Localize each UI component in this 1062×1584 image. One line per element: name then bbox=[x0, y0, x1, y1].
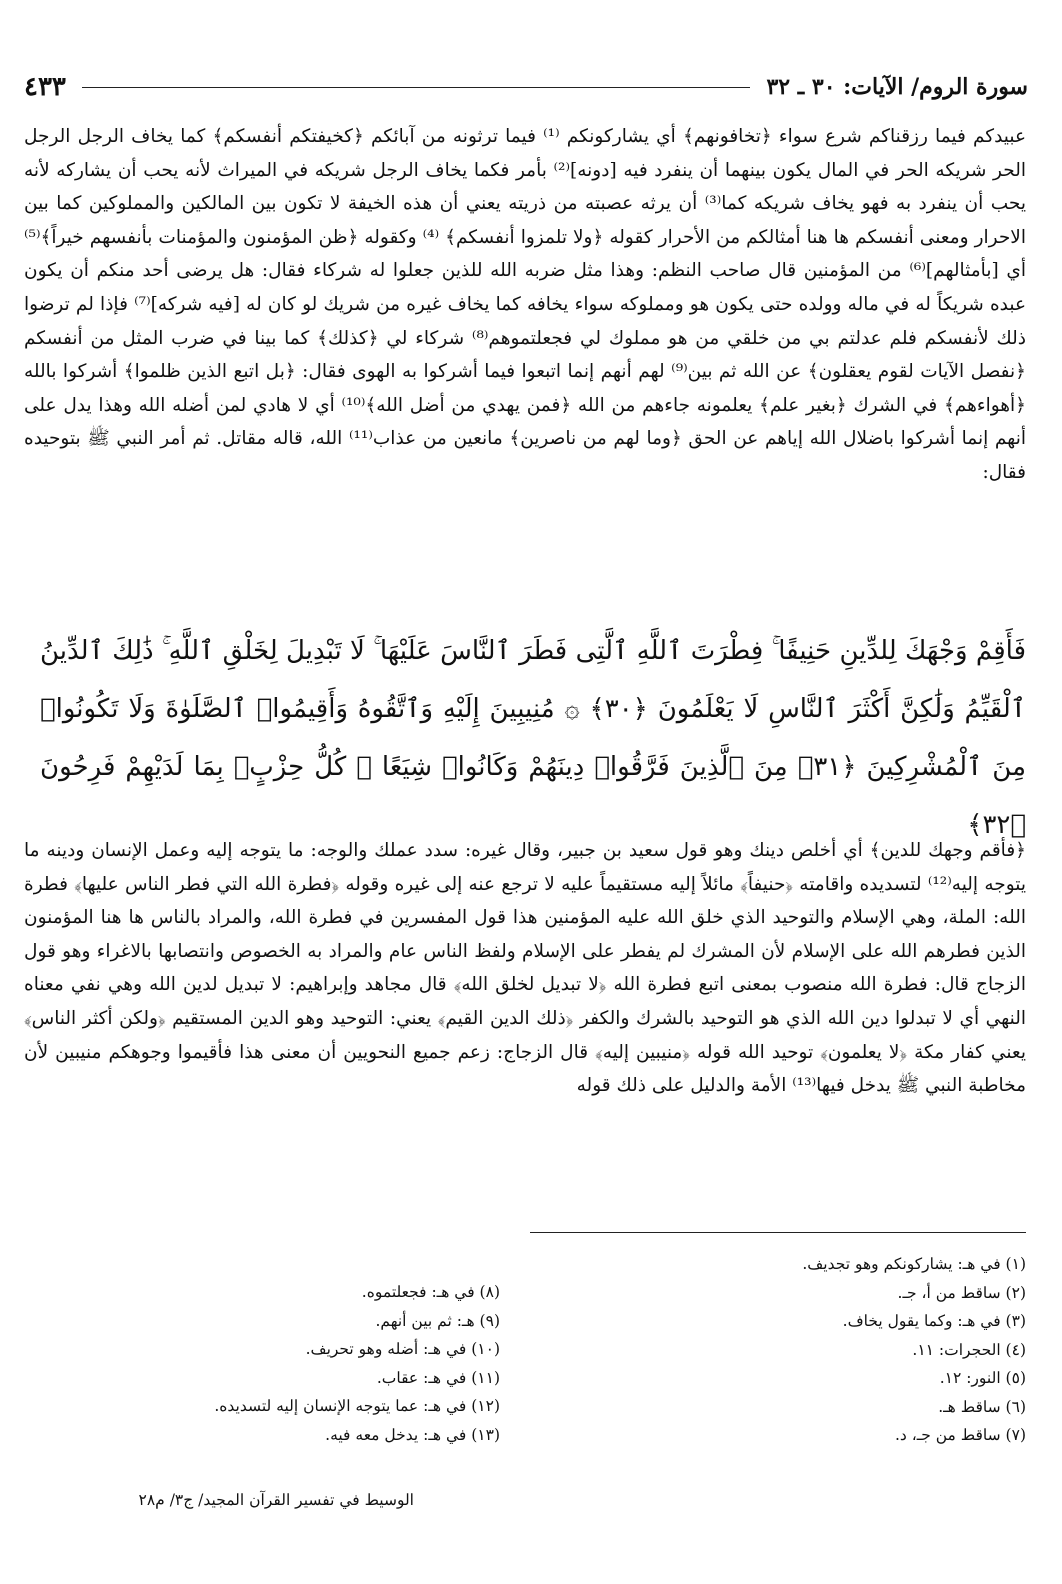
quran-verses bbox=[40, 622, 1026, 854]
footnote: (٤) الحجرات: ١١. bbox=[912, 1340, 1026, 1359]
footnote: (٦) ساقط هـ. bbox=[938, 1397, 1026, 1416]
footnote: (١٣) في هـ: يدخل معه فيه. bbox=[325, 1425, 500, 1444]
book-signature: الوسيط في تفسير القرآن المجيد/ ج٣/ م٢٨ bbox=[138, 1491, 414, 1509]
header-rule bbox=[82, 87, 751, 88]
footnote-separator bbox=[530, 1232, 1026, 1233]
footnote: (٣) في هـ: وكما يقول يخاف. bbox=[842, 1312, 1026, 1330]
footnotes-right-column bbox=[546, 1250, 1026, 1450]
footnote: (٧) ساقط من جـ، د. bbox=[894, 1426, 1026, 1444]
footnote: (٢) ساقط من أ، جـ. bbox=[897, 1283, 1026, 1302]
footnote: (١٠) في هـ: أضله وهو تحريف. bbox=[305, 1340, 500, 1358]
page-header bbox=[24, 70, 1028, 104]
page-number: ٤٣٣ bbox=[24, 72, 66, 102]
footnote: (١١) في هـ: عقاب. bbox=[376, 1368, 500, 1387]
footnote: (٥) النور: ١٢. bbox=[939, 1369, 1026, 1387]
commentary-paragraph-top bbox=[24, 120, 1026, 490]
commentary-text: عبيدكم فيما رزقناكم شرع سواء ﴿تخافونهم﴾ أي يشاركونكم ⁽¹⁾ فيما ترثونه من آبائكم ﴿كخيفتكم أنفسكم﴾ كما يخاف الرجل الرجل الحر شريكه الحر في المال يكون بينهما أن ينفرد فيه [دونه]⁽²⁾ بأمر فكما يخاف الرجل شريكه في الميراث لأنه يحب أن يشاركه لأنه يحب أن ينفرد به فهو يخاف شريكه كما⁽³⁾ أن يرثه عصبته من ذريته يعني أن هذه الخيفة لا تكون بين المالكين والمملوكين كما بين الاحرار ومعنى أنفسكم ها هنا أمثالكم من الأحرار كقوله ﴿ولا تلمزوا أنفسكم﴾ ⁽⁴⁾ وكقوله ﴿ظن المؤمنون والمؤمنات بأنفسهم خيراً﴾⁽⁵⁾ أي [بأمثالهم]⁽⁶⁾ من المؤمنين قال صاحب النظم: وهذا مثل ضربه الله للذين جعلوا له شركاء فقال: هل يرضى أحد منكم أن يكون عبده شريكاً له في ماله وولده حتى يكون هو ومملوكه سواء يخافه كما يخاف غيره من شريك لو كان له [فيه شركه]⁽⁷⁾ فإذا لم ترضوا ذلك لأنفسكم فلم عدلتم بي من خلقي من هو مملوك لي فجعلتموهم⁽⁸⁾ شركاء لي ﴿كذلك﴾ كما بينا في ضرب المثل من أنفسكم ﴿نفصل الآيات لقوم يعقلون﴾ عن الله ثم بين⁽⁹⁾ لهم أنهم إنما اتبعوا فيما أشركوا به الهوى فقال: ﴿بل اتبع الذين ظلموا﴾ أشركوا بالله ﴿أهواءهم﴾ في الشرك ﴿بغير علم﴾ يعلمونه جاءهم من الله ﴿فمن يهدي من أضل الله﴾⁽¹⁰⁾ أي لا هادي لمن أضله الله وهذا يدل على أنهم إنما أشركوا باضلال الله إياهم عن الحق ﴿وما لهم من ناصرين﴾ مانعين من عذاب⁽¹¹⁾ الله، قاله مقاتل. ثم أمر النبي ﷺ بتوحيده فقال: bbox=[24, 126, 1027, 483]
footnote: (١٢) في هـ: عما يتوجه الإنسان إليه لتسديده. bbox=[214, 1397, 500, 1415]
commentary-paragraph-bottom bbox=[24, 834, 1026, 1103]
footnotes-left-column bbox=[60, 1278, 500, 1449]
footnote: (٨) في هـ: فجعلتموه. bbox=[361, 1283, 500, 1301]
footnote: (٩) هـ: ثم بين أنهم. bbox=[375, 1311, 500, 1330]
footnote: (١) في هـ: يشاركونكم وهو تجديف. bbox=[802, 1255, 1026, 1273]
commentary-text: ﴿فأقم وجهك للدين﴾ أي أخلص دينك وهو قول سعيد بن جبير، وقال غيره: سدد عملك والوجه: ما يتوجه إليه وعمل الإنسان ودينه ما يتوجه إليه⁽¹²⁾ لتسديده واقامته ﴿حنيفاً﴾ مائلاً إليه مستقيماً عليه لا ترجع عنه إلى غيره وقوله ﴿فطرة الله التي فطر الناس عليها﴾ فطرة الله: الملة، وهي الإسلام والتوحيد الذي خلق الله عليه المؤمنين هذا قول المفسرين في فطرة الله، والمراد بالناس ها هنا المؤمنون الذين فطرهم الله على الإسلام لأن المشرك لم يفطر على الإسلام ولفظ الناس عام والمراد به الخصوص وانتصابها بالاغراء وهو قول الزجاج قال: فطرة الله منصوب بمعنى اتبع فطرة الله ﴿لا تبديل لخلق الله﴾ قال مجاهد وإبراهيم: لا تبديل لدين الله وهي نفي معناه النهي أي لا تبدلوا دين الله الذي هو التوحيد بالشرك والكفر ﴿ذلك الدين القيم﴾ يعني: التوحيد وهو الدين المستقيم ﴿ولكن أكثر الناس﴾ يعني كفار مكة ﴿لا يعلمون﴾ توحيد الله قوله ﴿منيبين إليه﴾ قال الزجاج: زعم جميع النحويين أن معنى هذا فأقيموا وجوهكم منيبين لأن مخاطبة النبي ﷺ يدخل فيها⁽¹³⁾ الأمة والدليل على ذلك قوله bbox=[24, 840, 1026, 1097]
verse-text: فَأَقِمْ وَجْهَكَ لِلدِّينِ حَنِيفًا ۚ فِطْرَتَ ٱللَّهِ ٱلَّتِى فَطَرَ ٱلنَّاسَ عَلَيْهَا ۚ لَا تَبْدِيلَ لِخَلْقِ ٱللَّهِ ۚ ذَٰلِكَ ٱلدِّينُ ٱلْقَيِّمُ وَلَٰكِنَّ أَكْثَرَ ٱلنَّاسِ لَا يَعْلَمُونَ ﴿٣٠﴾ ۞ مُنِيبِينَ إِلَيْهِ وَٱتَّقُوهُ وَأَقِيمُوا۟ ٱلصَّلَوٰةَ وَلَا تَكُونُوا۟ مِنَ ٱلْمُشْرِكِينَ ﴿٣١﴾ مِنَ ٱلَّذِينَ فَرَّقُوا۟ دِينَهُمْ وَكَانُوا۟ شِيَعًا ۖ كُلُّ حِزْبٍۭ بِمَا لَدَيْهِمْ فَرِحُونَ ﴿٣٢﴾ bbox=[40, 636, 1027, 840]
running-title: سورة الروم/ الآيات: ٣٠ ـ ٣٢ bbox=[766, 74, 1028, 100]
